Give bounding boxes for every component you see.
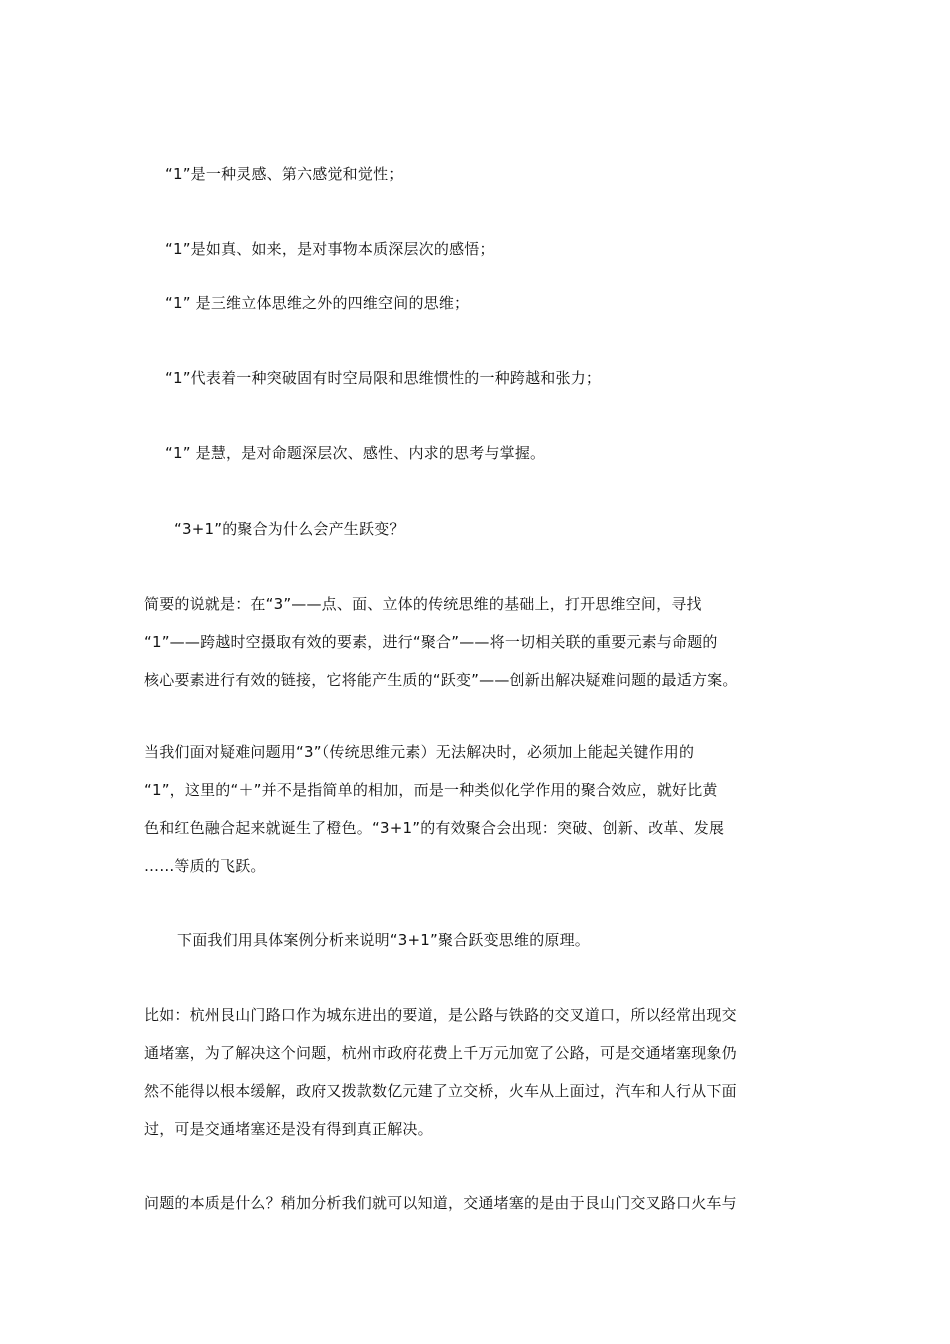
text-line: “1”，这里的“＋”并不是指简单的相加，而是一种类似化学作用的聚合效应，就好比黄 (144, 781, 718, 799)
text-line: “1”是如真、如来，是对事物本质深层次的感悟； (165, 240, 495, 258)
text-line: 下面我们用具体案例分析来说明“3+1”聚合跃变思维的原理。 (177, 931, 590, 949)
text-line: “1”代表着一种突破固有时空局限和思维惯性的一种跨越和张力； (165, 369, 602, 387)
text-line: 色和红色融合起来就诞生了橙色。“3+1”的有效聚合会出现：突破、创新、改革、发展 (144, 819, 725, 837)
text-line: ……等质的飞跃。 (144, 857, 266, 875)
text-line: 然不能得以根本缓解，政府又拨款数亿元建了立交桥，火车从上面过，汽车和人行从下面 (144, 1082, 737, 1100)
text-line: 比如：杭州艮山门路口作为城东进出的要道，是公路与铁路的交叉道口，所以经常出现交 (144, 1006, 737, 1024)
text-line: “1”——跨越时空摄取有效的要素，进行“聚合”——将一切相关联的重要元素与命题的 (144, 633, 718, 651)
text-line: “1”是一种灵感、第六感觉和觉性； (165, 165, 404, 183)
text-line: 核心要素进行有效的链接，它将能产生质的“跃变”——创新出解决疑难问题的最适方案。 (144, 671, 738, 689)
text-line: “3+1”的聚合为什么会产生跃变？ (174, 520, 405, 538)
text-line: 问题的本质是什么？稍加分析我们就可以知道，交通堵塞的是由于艮山门交叉路口火车与 (144, 1194, 737, 1212)
text-line: 当我们面对疑难问题用“3”（传统思维元素）无法解决时，必须加上能起关键作用的 (144, 743, 695, 761)
text-line: “1” 是慧，是对命题深层次、感性、内求的思考与掌握。 (165, 444, 546, 462)
text-line: 通堵塞，为了解决这个问题，杭州市政府花费上千万元加宽了公路，可是交通堵塞现象仍 (144, 1044, 737, 1062)
text-line: “1” 是三维立体思维之外的四维空间的思维； (165, 294, 470, 312)
text-line: 过，可是交通堵塞还是没有得到真正解决。 (144, 1120, 433, 1138)
text-line: 简要的说就是：在“3”——点、面、立体的传统思维的基础上，打开思维空间，寻找 (144, 595, 702, 613)
